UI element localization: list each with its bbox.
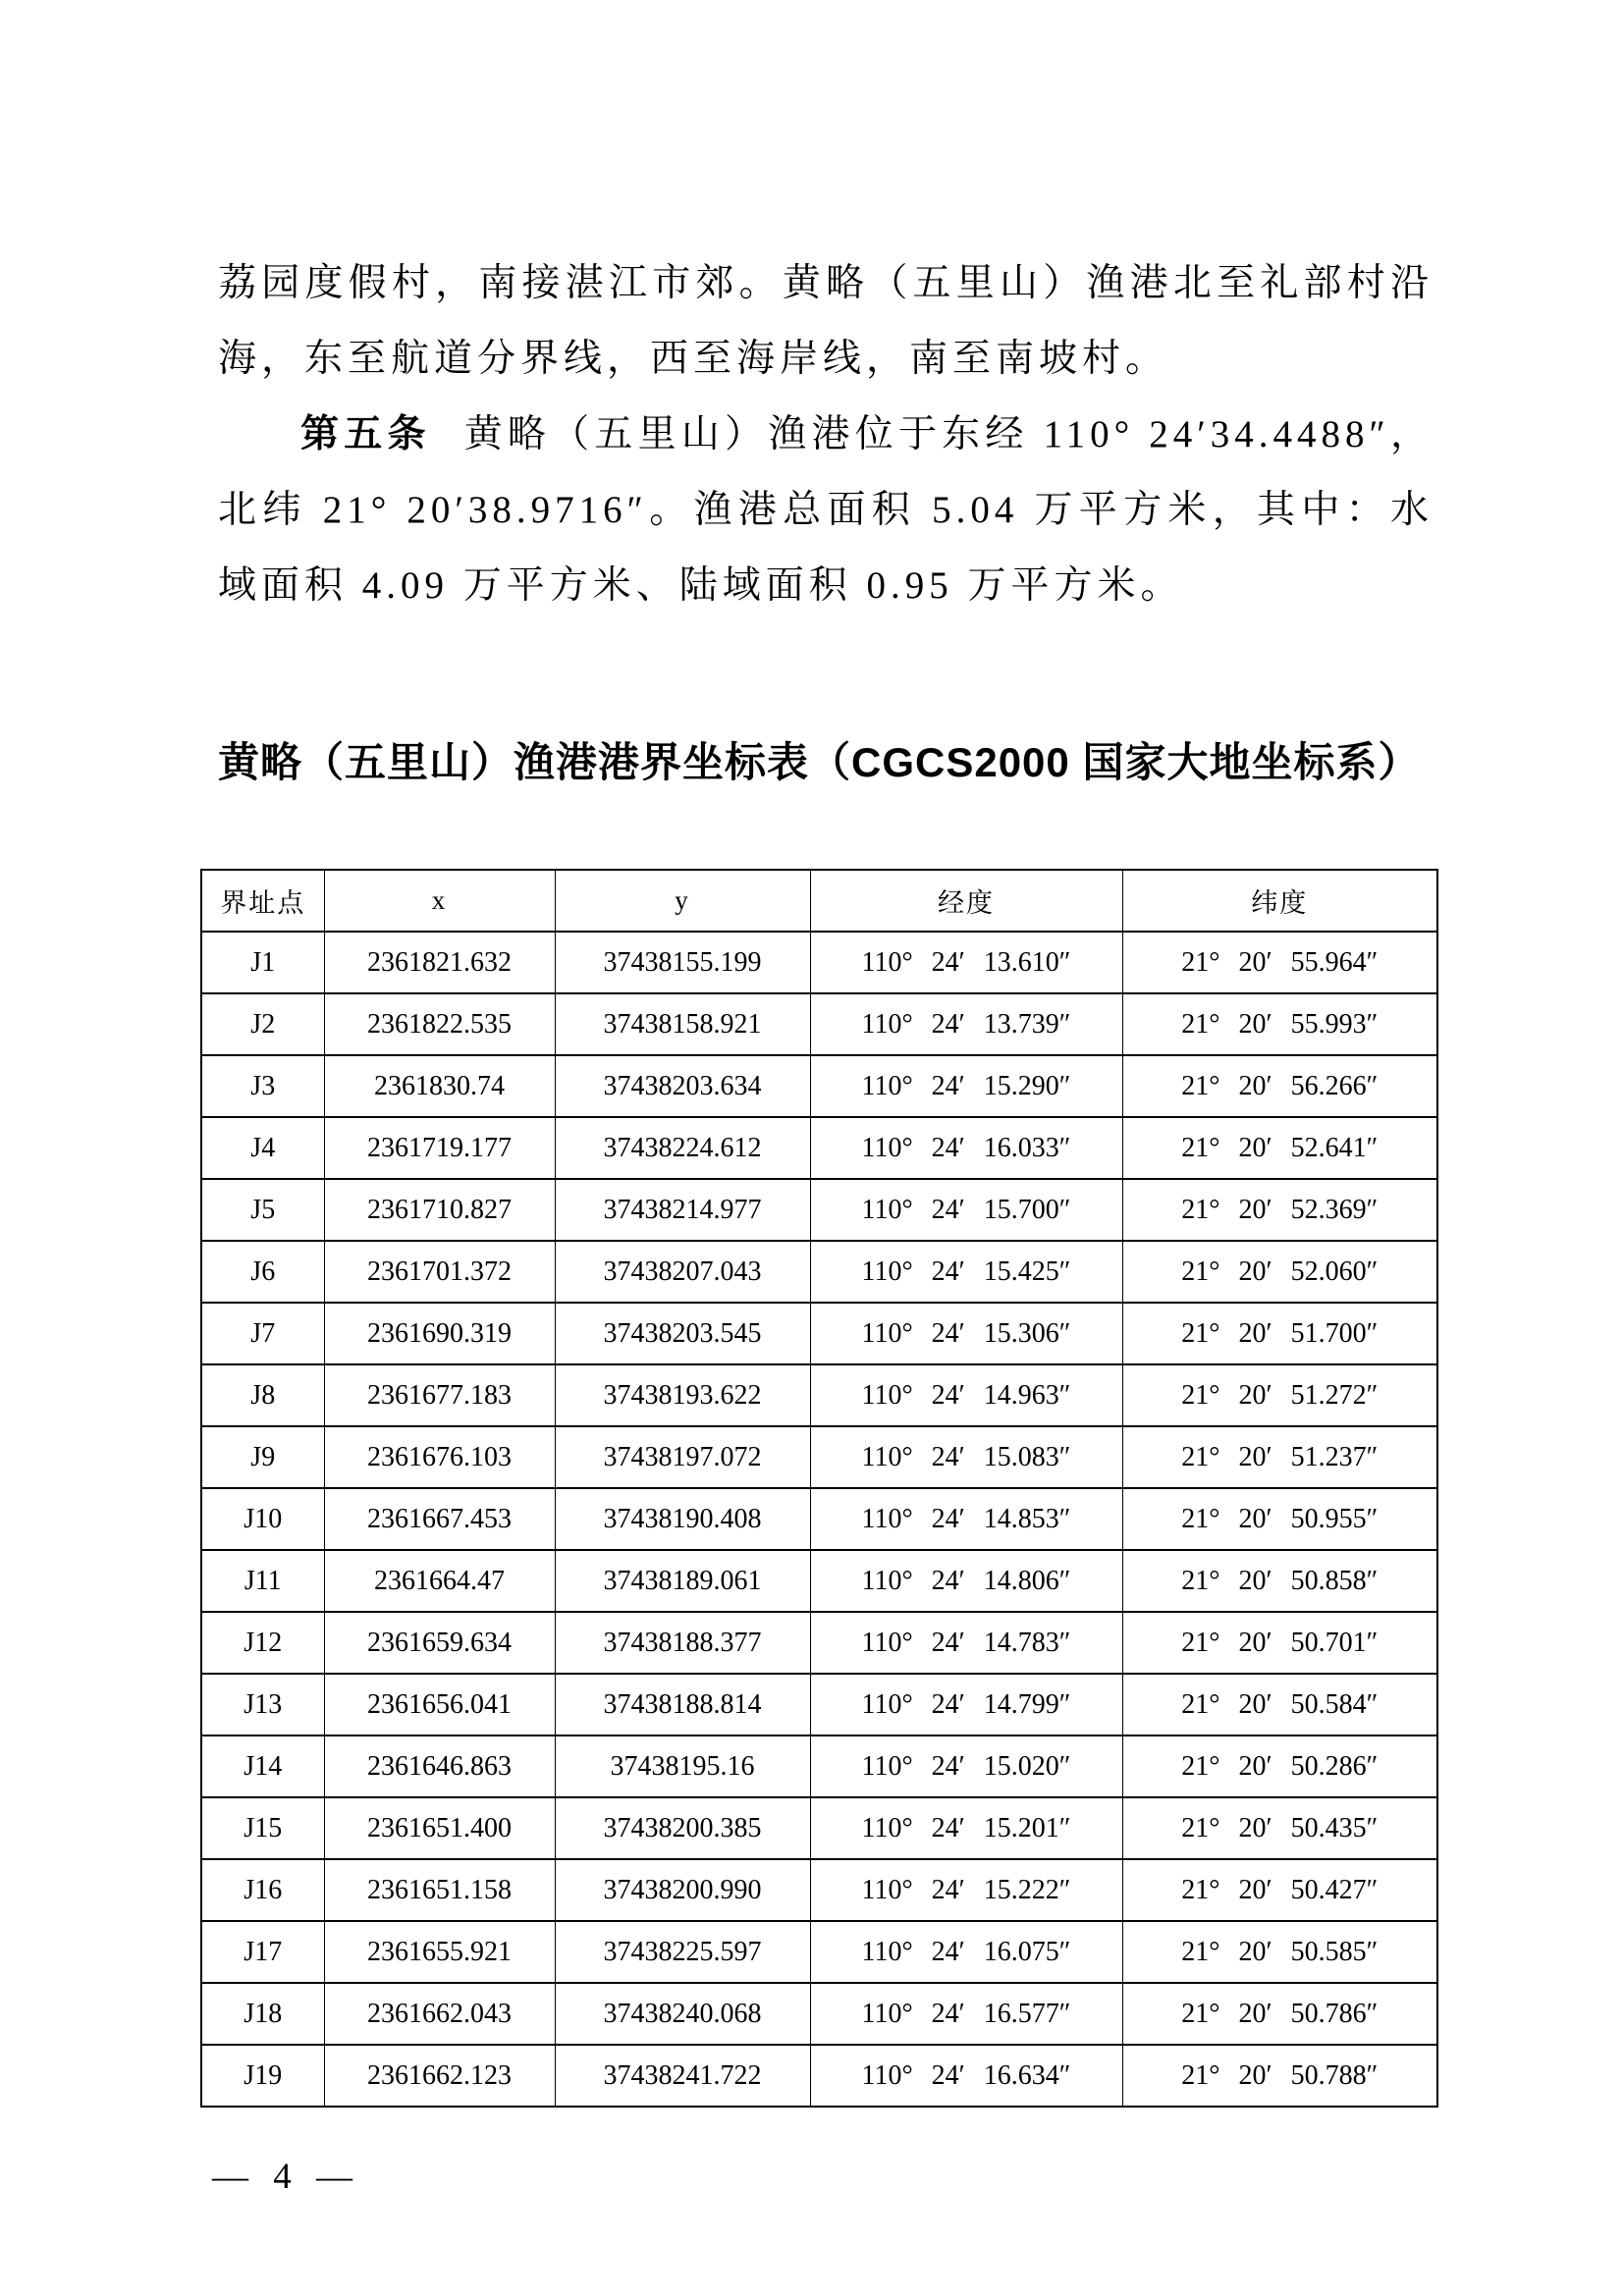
table-cell-x: 2361667.453 (324, 1488, 555, 1550)
table-cell-x: 2361656.041 (324, 1674, 555, 1735)
table-cell-y: 37438197.072 (555, 1426, 810, 1488)
table-cell-x: 2361646.863 (324, 1735, 555, 1797)
table-row (201, 2045, 1437, 2107)
table-cell-x: 2361677.183 (324, 1364, 555, 1426)
table-body (201, 932, 1437, 2107)
table-cell-longitude: 110° 24′ 15.306″ (810, 1303, 1122, 1364)
table-cell-latitude: 21° 20′ 50.858″ (1122, 1550, 1437, 1612)
table-cell-longitude: 110° 24′ 14.783″ (810, 1612, 1122, 1674)
table-cell-longitude: 110° 24′ 15.201″ (810, 1797, 1122, 1859)
table-row (201, 1859, 1437, 1921)
coordinates-table (200, 869, 1438, 2108)
table-cell-y: 37438214.977 (555, 1179, 810, 1241)
table-cell-longitude: 110° 24′ 15.222″ (810, 1859, 1122, 1921)
table-cell-longitude: 110° 24′ 16.634″ (810, 2045, 1122, 2107)
table-cell-latitude: 21° 20′ 50.788″ (1122, 2045, 1437, 2107)
table-cell-x: 2361659.634 (324, 1612, 555, 1674)
table-cell-latitude: 21° 20′ 51.700″ (1122, 1303, 1437, 1364)
table-cell-x: 2361664.47 (324, 1550, 555, 1612)
table-cell-point: J16 (201, 1859, 324, 1921)
table-cell-y: 37438207.043 (555, 1241, 810, 1303)
table-cell-latitude: 21° 20′ 50.955″ (1122, 1488, 1437, 1550)
paragraph-text: 荔园度假村，南接湛江市郊。黄略（五里山）渔港北至礼部村沿海，东至航道分界线，西至海岸线，南至南坡村。 (218, 262, 1434, 380)
table-cell-y: 37438190.408 (555, 1488, 810, 1550)
table-cell-y: 37438195.16 (555, 1735, 810, 1797)
table-cell-x: 2361651.158 (324, 1859, 555, 1921)
table-cell-longitude: 110° 24′ 14.799″ (810, 1674, 1122, 1735)
table-cell-point: J15 (201, 1797, 324, 1859)
body-paragraph (218, 245, 1434, 397)
table-cell-longitude: 110° 24′ 13.739″ (810, 993, 1122, 1055)
table-cell-latitude: 21° 20′ 50.786″ (1122, 1983, 1437, 2045)
table-cell-longitude: 110° 24′ 16.577″ (810, 1983, 1122, 2045)
table-cell-latitude: 21° 20′ 52.060″ (1122, 1241, 1437, 1303)
table-header (201, 870, 1437, 932)
table-cell-point: J5 (201, 1179, 324, 1241)
table-row (201, 1241, 1437, 1303)
table-cell-latitude: 21° 20′ 50.584″ (1122, 1674, 1437, 1735)
table-cell-y: 37438240.068 (555, 1983, 810, 2045)
table-cell-latitude: 21° 20′ 52.369″ (1122, 1179, 1437, 1241)
table-cell-latitude: 21° 20′ 50.585″ (1122, 1921, 1437, 1983)
table-row (201, 1055, 1437, 1117)
col-header-latitude: 纬度 (1122, 870, 1437, 932)
table-cell-point: J8 (201, 1364, 324, 1426)
table-cell-latitude: 21° 20′ 50.435″ (1122, 1797, 1437, 1859)
table-cell-x: 2361822.535 (324, 993, 555, 1055)
table-cell-point: J14 (201, 1735, 324, 1797)
table-cell-y: 37438203.634 (555, 1055, 810, 1117)
table-row (201, 1921, 1437, 1983)
table-cell-longitude: 110° 24′ 14.806″ (810, 1550, 1122, 1612)
table-cell-point: J1 (201, 932, 324, 993)
paragraph-text: 黄略（五里山）渔港位于东经 110° 24′34.4488″，北纬 21° 20′38.9716″。渔港总面积 5.04 万平方米，其中：水域面积 4.09 万平方米、陆域面积 0.95 万平方米。 (218, 413, 1434, 607)
table-cell-point: J12 (201, 1612, 324, 1674)
table-cell-latitude: 21° 20′ 55.964″ (1122, 932, 1437, 993)
table-cell-y: 37438155.199 (555, 932, 810, 993)
table-cell-y: 37438200.385 (555, 1797, 810, 1859)
table-row (201, 1488, 1437, 1550)
table-cell-y: 37438189.061 (555, 1550, 810, 1612)
table-cell-x: 2361662.123 (324, 2045, 555, 2107)
table-cell-longitude: 110° 24′ 14.963″ (810, 1364, 1122, 1426)
table-row (201, 1303, 1437, 1364)
col-header-boundary-point: 界址点 (201, 870, 324, 932)
col-header-y: y (555, 870, 810, 932)
table-cell-x: 2361676.103 (324, 1426, 555, 1488)
table-cell-point: J9 (201, 1426, 324, 1488)
table-row (201, 1117, 1437, 1179)
table-cell-point: J3 (201, 1055, 324, 1117)
table-cell-latitude: 21° 20′ 56.266″ (1122, 1055, 1437, 1117)
page-number: — 4 — (212, 2157, 360, 2197)
table-cell-latitude: 21° 20′ 50.286″ (1122, 1735, 1437, 1797)
table-cell-longitude: 110° 24′ 16.075″ (810, 1921, 1122, 1983)
table-cell-y: 37438158.921 (555, 993, 810, 1055)
table-cell-longitude: 110° 24′ 15.020″ (810, 1735, 1122, 1797)
table-cell-point: J2 (201, 993, 324, 1055)
table-cell-longitude: 110° 24′ 15.425″ (810, 1241, 1122, 1303)
table-cell-x: 2361710.827 (324, 1179, 555, 1241)
table-cell-latitude: 21° 20′ 51.237″ (1122, 1426, 1437, 1488)
table-cell-longitude: 110° 24′ 15.700″ (810, 1179, 1122, 1241)
table-cell-longitude: 110° 24′ 13.610″ (810, 932, 1122, 993)
table-cell-y: 37438224.612 (555, 1117, 810, 1179)
table-cell-latitude: 21° 20′ 50.701″ (1122, 1612, 1437, 1674)
table-cell-x: 2361690.319 (324, 1303, 555, 1364)
table-row (201, 932, 1437, 993)
table-cell-x: 2361821.632 (324, 932, 555, 993)
table-cell-latitude: 21° 20′ 50.427″ (1122, 1859, 1437, 1921)
col-header-x: x (324, 870, 555, 932)
table-cell-y: 37438200.990 (555, 1859, 810, 1921)
body-text-block (218, 245, 1434, 623)
table-row (201, 1735, 1437, 1797)
table-cell-point: J11 (201, 1550, 324, 1612)
table-cell-x: 2361830.74 (324, 1055, 555, 1117)
table-cell-point: J10 (201, 1488, 324, 1550)
table-row (201, 1550, 1437, 1612)
table-cell-y: 37438188.377 (555, 1612, 810, 1674)
table-cell-longitude: 110° 24′ 15.083″ (810, 1426, 1122, 1488)
body-paragraph (218, 397, 1434, 623)
table-cell-longitude: 110° 24′ 16.033″ (810, 1117, 1122, 1179)
article-label: 第五条 (300, 413, 431, 455)
table-cell-point: J4 (201, 1117, 324, 1179)
table-row (201, 993, 1437, 1055)
table-row (201, 1426, 1437, 1488)
table-cell-point: J17 (201, 1921, 324, 1983)
table-cell-point: J13 (201, 1674, 324, 1735)
table-header-row (201, 870, 1437, 932)
table-cell-latitude: 21° 20′ 51.272″ (1122, 1364, 1437, 1426)
table-cell-y: 37438225.597 (555, 1921, 810, 1983)
col-header-longitude: 经度 (810, 870, 1122, 932)
table-cell-x: 2361719.177 (324, 1117, 555, 1179)
table-cell-y: 37438241.722 (555, 2045, 810, 2107)
table-cell-y: 37438188.814 (555, 1674, 810, 1735)
table-cell-point: J7 (201, 1303, 324, 1364)
table-cell-x: 2361662.043 (324, 1983, 555, 2045)
table-cell-point: J6 (201, 1241, 324, 1303)
table-row (201, 1797, 1437, 1859)
table-cell-x: 2361655.921 (324, 1921, 555, 1983)
table-cell-longitude: 110° 24′ 14.853″ (810, 1488, 1122, 1550)
table-row (201, 1179, 1437, 1241)
table-cell-y: 37438193.622 (555, 1364, 810, 1426)
table-row (201, 1612, 1437, 1674)
table-cell-latitude: 21° 20′ 55.993″ (1122, 993, 1437, 1055)
table-cell-y: 37438203.545 (555, 1303, 810, 1364)
table-cell-point: J19 (201, 2045, 324, 2107)
table-cell-point: J18 (201, 1983, 324, 2045)
table-cell-x: 2361651.400 (324, 1797, 555, 1859)
table-cell-longitude: 110° 24′ 15.290″ (810, 1055, 1122, 1117)
table-row (201, 1364, 1437, 1426)
table-cell-latitude: 21° 20′ 52.641″ (1122, 1117, 1437, 1179)
table-row (201, 1674, 1437, 1735)
table-cell-x: 2361701.372 (324, 1241, 555, 1303)
table-row (201, 1983, 1437, 2045)
table-title: 黄略（五里山）渔港港界坐标表（CGCS2000 国家大地坐标系） (218, 739, 1421, 785)
